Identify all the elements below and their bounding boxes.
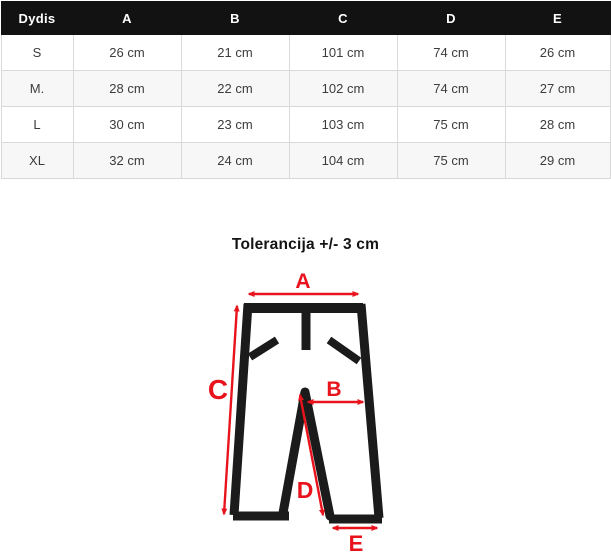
- header-cell-a: A: [73, 2, 181, 35]
- right-side-seam: [361, 304, 379, 518]
- value-cell: 104 cm: [289, 143, 397, 179]
- tolerance-note: Tolerancija +/- 3 cm: [231, 236, 380, 253]
- value-cell: 22 cm: [181, 71, 289, 107]
- value-cell: 21 cm: [181, 35, 289, 71]
- measure-c-label: C: [207, 374, 229, 405]
- value-cell: 26 cm: [505, 35, 610, 71]
- table-header-row: [1, 2, 610, 35]
- pants-measurement-diagram: [0, 250, 611, 556]
- value-cell: 26 cm: [73, 35, 181, 71]
- measure-d-label: D: [296, 477, 314, 503]
- header-cell-e: E: [505, 2, 610, 35]
- size-cell: L: [1, 107, 73, 143]
- header-cell-size: Dydis: [1, 2, 73, 35]
- value-cell: 29 cm: [505, 143, 610, 179]
- measure-a-label: A: [295, 270, 311, 293]
- size-cell: S: [1, 35, 73, 71]
- value-cell: 30 cm: [73, 107, 181, 143]
- header-cell-c: C: [289, 2, 397, 35]
- value-cell: 74 cm: [397, 35, 505, 71]
- value-cell: 101 cm: [289, 35, 397, 71]
- value-cell: 24 cm: [181, 143, 289, 179]
- value-cell: 74 cm: [397, 71, 505, 107]
- value-cell: 103 cm: [289, 107, 397, 143]
- value-cell: 32 cm: [73, 143, 181, 179]
- value-cell: 28 cm: [505, 107, 610, 143]
- measure-e-label: E: [348, 531, 364, 556]
- table-row-l: [1, 107, 610, 143]
- value-cell: 28 cm: [73, 71, 181, 107]
- measure-b-label: B: [326, 378, 342, 401]
- table-row-xl: [1, 143, 610, 179]
- right-pocket-line: [329, 340, 359, 361]
- value-cell: 23 cm: [181, 107, 289, 143]
- header-cell-b: B: [181, 2, 289, 35]
- value-cell: 102 cm: [289, 71, 397, 107]
- value-cell: 75 cm: [397, 107, 505, 143]
- value-cell: 27 cm: [505, 71, 610, 107]
- left-pocket-line: [250, 340, 277, 357]
- size-cell: XL: [1, 143, 73, 179]
- value-cell: 75 cm: [397, 143, 505, 179]
- size-table: [1, 1, 611, 179]
- table-row-s: [1, 35, 610, 71]
- size-cell: M.: [1, 71, 73, 107]
- table-row-m: [1, 71, 610, 107]
- header-cell-d: D: [397, 2, 505, 35]
